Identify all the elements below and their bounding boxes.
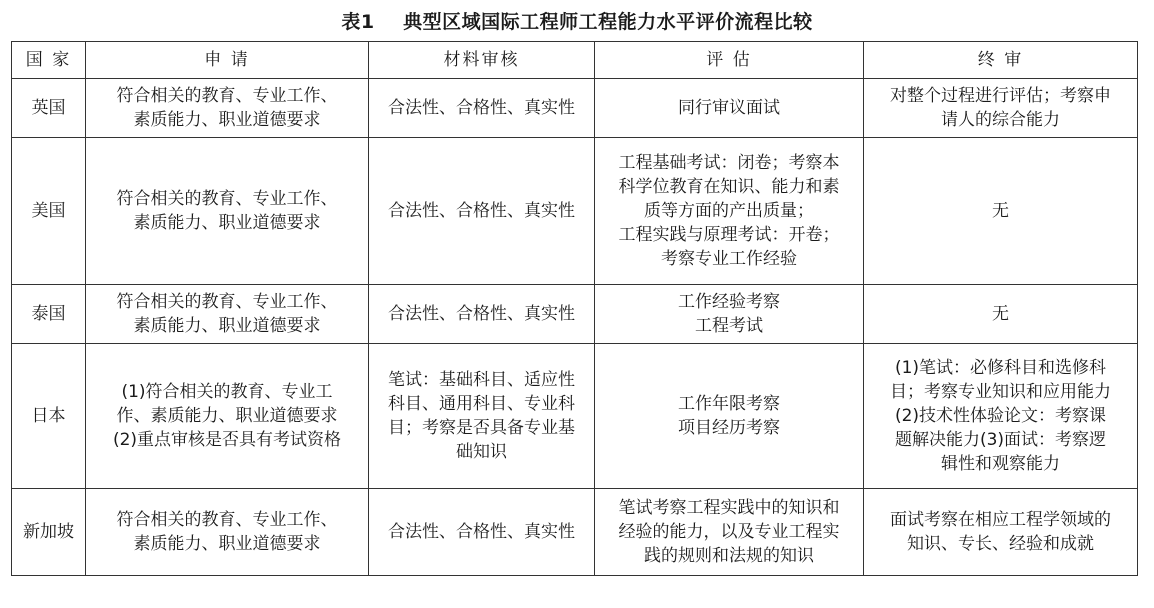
table-row bbox=[12, 344, 1138, 489]
cell-line: 面试考察在相应工程学领域的 bbox=[890, 510, 1111, 530]
cell-line: 素质能力、职业道德要求 bbox=[133, 316, 321, 336]
cell-line: 符合相关的教育、专业工作、 bbox=[116, 189, 338, 209]
cell-line: 践的规则和法规的知识 bbox=[644, 546, 814, 566]
cell-apply bbox=[86, 79, 369, 138]
cell-final bbox=[864, 344, 1138, 489]
cell-line: 知识、专长、经验和成就 bbox=[907, 534, 1094, 554]
cell-line: 科学位教育在知识、能力和素 bbox=[618, 177, 840, 197]
cell-country: 新加坡 bbox=[12, 489, 86, 576]
cell-assess bbox=[595, 344, 864, 489]
cell-line: 无 bbox=[992, 201, 1009, 221]
cell-line: (1)符合相关的教育、专业工 bbox=[121, 382, 333, 402]
cell-line: 题解决能力(3)面试：考察逻 bbox=[894, 430, 1107, 450]
cell-review bbox=[369, 285, 595, 344]
cell-line: 合法性、合格性、真实性 bbox=[388, 201, 575, 221]
cell-apply bbox=[86, 138, 369, 285]
cell-country: 英国 bbox=[12, 79, 86, 138]
cell-line: 辑性和观察能力 bbox=[941, 454, 1060, 474]
cell-line: 目；考察是否具备专业基 bbox=[388, 418, 575, 438]
cell-line: 工作年限考察 bbox=[678, 394, 780, 414]
cell-line: 目；考察专业知识和应用能力 bbox=[890, 382, 1111, 402]
table-row bbox=[12, 489, 1138, 576]
cell-review bbox=[369, 344, 595, 489]
header-review: 材料审核 bbox=[369, 42, 595, 79]
header-country: 国 家 bbox=[12, 42, 86, 79]
table-caption: 表1 典型区域国际工程师工程能力水平评价流程比较 bbox=[341, 11, 813, 33]
cell-line: 经验的能力，以及专业工程实 bbox=[618, 522, 840, 542]
cell-line: 工程实践与原理考试：开卷； bbox=[618, 225, 840, 245]
cell-line: (2)重点审核是否具有考试资格 bbox=[112, 430, 342, 450]
table-row bbox=[12, 79, 1138, 138]
cell-line: 合法性、合格性、真实性 bbox=[388, 522, 575, 542]
cell-final bbox=[864, 285, 1138, 344]
cell-line: 素质能力、职业道德要求 bbox=[133, 110, 321, 130]
table-row bbox=[12, 138, 1138, 285]
cell-line: 工作经验考察 bbox=[678, 292, 780, 312]
cell-line: 项目经历考察 bbox=[678, 418, 780, 438]
header-final: 终 审 bbox=[864, 42, 1138, 79]
cell-line: 质等方面的产出质量； bbox=[644, 201, 814, 221]
cell-final bbox=[864, 79, 1138, 138]
cell-line: 符合相关的教育、专业工作、 bbox=[116, 510, 338, 530]
cell-line: 符合相关的教育、专业工作、 bbox=[116, 292, 338, 312]
cell-final bbox=[864, 138, 1138, 285]
cell-line: (1)笔试：必修科目和选修科 bbox=[894, 358, 1107, 378]
cell-apply bbox=[86, 344, 369, 489]
cell-line: 对整个过程进行评估；考察申 bbox=[890, 86, 1111, 106]
cell-line: 础知识 bbox=[456, 442, 507, 462]
cell-line: 合法性、合格性、真实性 bbox=[388, 98, 575, 118]
cell-line: 作、素质能力、职业道德要求 bbox=[116, 406, 338, 426]
cell-line: 素质能力、职业道德要求 bbox=[133, 213, 321, 233]
cell-apply bbox=[86, 285, 369, 344]
cell-assess bbox=[595, 79, 864, 138]
header-assess: 评 估 bbox=[595, 42, 864, 79]
cell-final bbox=[864, 489, 1138, 576]
cell-review bbox=[369, 489, 595, 576]
cell-line: 工程基础考试：闭卷；考察本 bbox=[618, 153, 840, 173]
cell-line: (2)技术性体验论文：考察课 bbox=[894, 406, 1107, 426]
header-apply: 申 请 bbox=[86, 42, 369, 79]
cell-assess bbox=[595, 285, 864, 344]
cell-line: 请人的综合能力 bbox=[941, 110, 1060, 130]
table-row bbox=[12, 285, 1138, 344]
cell-line: 科目、通用科目、专业科 bbox=[388, 394, 575, 414]
cell-line: 笔试考察工程实践中的知识和 bbox=[618, 498, 840, 518]
cell-line: 合法性、合格性、真实性 bbox=[388, 304, 575, 324]
cell-country: 美国 bbox=[12, 138, 86, 285]
cell-line: 素质能力、职业道德要求 bbox=[133, 534, 321, 554]
cell-country: 日本 bbox=[12, 344, 86, 489]
cell-assess bbox=[595, 489, 864, 576]
cell-line: 同行审议面试 bbox=[678, 98, 780, 118]
cell-line: 符合相关的教育、专业工作、 bbox=[116, 86, 338, 106]
cell-line: 考察专业工作经验 bbox=[661, 249, 797, 269]
cell-line: 工程考试 bbox=[695, 316, 763, 336]
cell-line: 笔试：基础科目、适应性 bbox=[388, 370, 575, 390]
cell-line: 无 bbox=[992, 304, 1009, 324]
cell-review bbox=[369, 138, 595, 285]
header-row bbox=[12, 42, 1138, 79]
cell-apply bbox=[86, 489, 369, 576]
cell-assess bbox=[595, 138, 864, 285]
cell-review bbox=[369, 79, 595, 138]
cell-country: 泰国 bbox=[12, 285, 86, 344]
comparison-table bbox=[11, 41, 1138, 576]
